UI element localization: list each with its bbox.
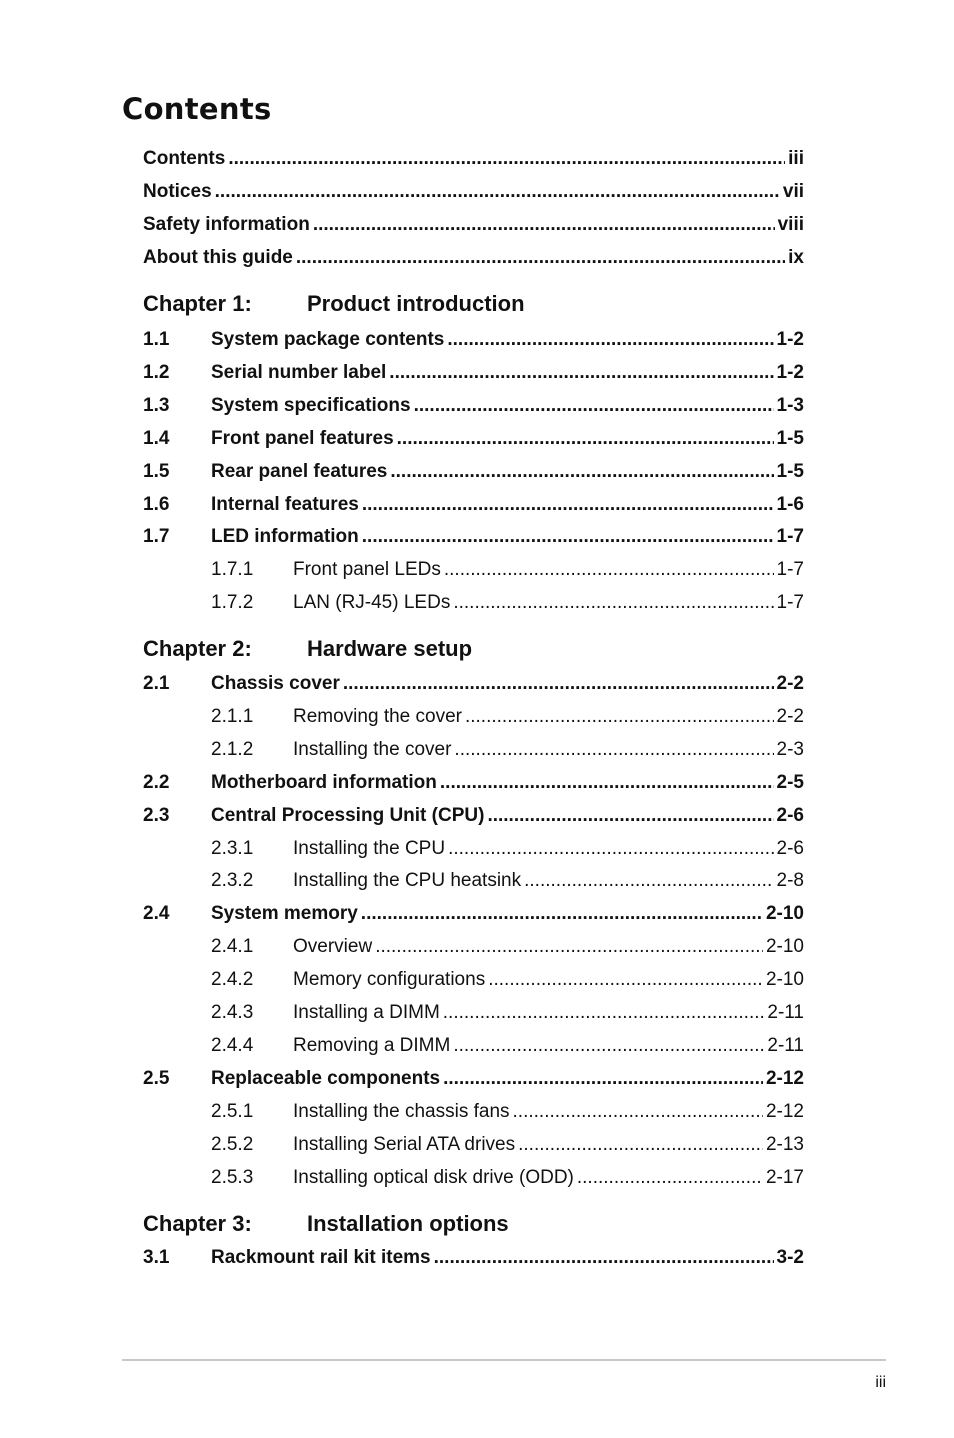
entry-title: Installing the chassis fans [293,1101,510,1122]
entry-title: Motherboard information [211,772,437,793]
entry-title: Internal features [211,494,359,515]
toc-entry[interactable] [143,246,804,270]
toc-entry[interactable] [143,902,804,926]
dot-leader [215,180,780,204]
toc-entry[interactable] [143,328,804,352]
entry-number: 1.7.2 [211,592,254,613]
entry-title: Installing optical disk drive (ODD) [293,1167,574,1188]
entry-title: System specifications [211,395,411,416]
entry-number: 2.4 [143,903,170,924]
dot-leader [313,213,775,237]
dot-leader [488,968,763,992]
dot-leader [389,361,773,385]
entry-page: 1-5 [776,428,804,449]
toc-entry[interactable] [143,1246,804,1270]
dot-leader [397,427,774,451]
entry-page: 2-10 [765,903,804,924]
entry-page: 2-10 [765,936,804,957]
toc-entry[interactable] [143,705,804,729]
toc-entry[interactable] [143,361,804,385]
entry-number: 2.3 [143,805,170,826]
toc-entry[interactable] [143,394,804,418]
toc-entry[interactable] [143,213,804,237]
chapter-heading[interactable] [143,289,804,319]
entry-page: 2-2 [776,706,804,727]
footer-divider [122,1359,886,1361]
entry-number: 1.2 [143,362,170,383]
entry-number: 2.5.3 [211,1167,254,1188]
dot-leader [443,1001,765,1025]
toc-entry[interactable] [143,180,804,204]
toc-entry[interactable] [143,672,804,696]
dot-leader [296,246,785,270]
entry-page: ix [788,247,804,268]
dot-leader [453,1034,764,1058]
entry-title: Notices [143,181,212,202]
dot-leader [577,1166,763,1190]
toc-entry[interactable] [143,1067,804,1091]
entry-page: iii [788,148,804,169]
entry-page: 1-7 [776,592,804,613]
entry-title: About this guide [143,247,293,268]
entry-page: 1-6 [776,494,804,515]
entry-title: Rackmount rail kit items [211,1247,431,1268]
chapter-heading[interactable] [143,634,804,664]
entry-page: 2-3 [776,739,804,760]
page-title: Contents [122,92,272,126]
entry-title: LAN (RJ-45) LEDs [293,592,451,613]
toc-entry[interactable] [143,591,804,615]
chapter-title: Hardware setup [307,636,473,661]
entry-number: 2.1.1 [211,706,254,727]
dot-leader [453,591,773,615]
entry-page: 1-3 [776,395,804,416]
entry-page: 3-2 [776,1247,804,1268]
entry-number: 2.4.4 [211,1035,254,1056]
toc-entry[interactable] [143,837,804,861]
entry-page: 1-2 [776,329,804,350]
toc-entry[interactable] [143,493,804,517]
toc-entry[interactable] [143,804,804,828]
dot-leader [518,1133,763,1157]
toc-entry[interactable] [143,147,804,171]
toc-entry[interactable] [143,968,804,992]
chapter-heading[interactable] [143,1209,804,1239]
entry-title: Contents [143,148,226,169]
entry-page: 2-13 [765,1134,804,1155]
toc-entry[interactable] [143,1034,804,1058]
toc-entry[interactable] [143,935,804,959]
entry-title: Replaceable components [211,1068,441,1089]
entry-title: Overview [293,936,373,957]
dot-leader [454,738,773,762]
entry-title: System package contents [211,329,445,350]
entry-page: 2-6 [776,805,804,826]
dot-leader [362,525,774,549]
entry-page: 2-2 [776,673,804,694]
dot-leader [487,804,773,828]
entry-page: 2-12 [765,1101,804,1122]
entry-title: Installing the cover [293,739,452,760]
entry-title: Front panel features [211,428,394,449]
toc-entry[interactable] [143,427,804,451]
dot-leader [375,935,763,959]
dot-leader [361,902,763,926]
entry-page: vii [782,181,804,202]
entry-page: 1-2 [776,362,804,383]
entry-title: System memory [211,903,358,924]
entry-number: 2.5 [143,1068,170,1089]
entry-page: 2-10 [765,969,804,990]
dot-leader [440,771,774,795]
dot-leader [524,869,773,893]
entry-number: 1.7 [143,526,170,547]
toc-entry[interactable] [143,460,804,484]
entry-title: Chassis cover [211,673,340,694]
dot-leader [343,672,774,696]
chapter-label: Chapter 1: [143,291,252,316]
toc-entry[interactable] [143,869,804,893]
entry-number: 2.1 [143,673,170,694]
chapter-title: Installation options [307,1211,509,1236]
entry-number: 2.3.1 [211,838,254,859]
toc-entry[interactable] [143,525,804,549]
entry-title: Safety information [143,214,310,235]
entry-title: Serial number label [211,362,387,383]
chapter-label: Chapter 2: [143,636,252,661]
entry-title: Removing a DIMM [293,1035,451,1056]
dot-leader [465,705,774,729]
dot-leader [390,460,773,484]
dot-leader [448,837,773,861]
entry-page: viii [777,214,804,235]
toc-entry[interactable] [143,771,804,795]
entry-title: Installing the CPU [293,838,446,859]
entry-page: 2-17 [765,1167,804,1188]
entry-number: 2.3.2 [211,870,254,891]
entry-title: Central Processing Unit (CPU) [211,805,485,826]
entry-title: Rear panel features [211,461,388,482]
chapter-title: Product introduction [307,291,525,316]
toc-entry[interactable] [143,1133,804,1157]
entry-number: 1.4 [143,428,170,449]
entry-page: 2-11 [767,1035,804,1056]
dot-leader [228,147,785,171]
dot-leader [443,1067,763,1091]
entry-page: 1-7 [776,559,804,580]
entry-title: Installing a DIMM [293,1002,440,1023]
dot-leader [362,493,774,517]
entry-title: Installing the CPU heatsink [293,870,522,891]
entry-number: 1.7.1 [211,559,254,580]
dot-leader [513,1100,763,1124]
entry-page: 2-11 [767,1002,804,1023]
entry-title: Removing the cover [293,706,462,727]
entry-number: 2.5.1 [211,1101,254,1122]
entry-title: Front panel LEDs [293,559,441,580]
entry-page: 1-7 [776,526,804,547]
entry-number: 2.1.2 [211,739,254,760]
entry-number: 1.5 [143,461,170,482]
entry-number: 3.1 [143,1247,170,1268]
entry-page: 2-8 [776,870,804,891]
entry-number: 2.5.2 [211,1134,254,1155]
entry-number: 1.3 [143,395,170,416]
entry-page: 1-5 [776,461,804,482]
entry-number: 1.6 [143,494,170,515]
entry-number: 2.4.2 [211,969,254,990]
entry-title: Memory configurations [293,969,486,990]
dot-leader [447,328,773,352]
dot-leader [434,1246,774,1270]
entry-number: 2.2 [143,772,170,793]
entry-title: Installing Serial ATA drives [293,1134,516,1155]
entry-page: 2-5 [776,772,804,793]
dot-leader [444,558,774,582]
toc-entry[interactable] [143,558,804,582]
toc-entry[interactable] [143,738,804,762]
entry-page: 2-6 [776,838,804,859]
toc-entry[interactable] [143,1100,804,1124]
chapter-label: Chapter 3: [143,1211,252,1236]
footer-page-number: iii [875,1374,886,1391]
dot-leader [414,394,774,418]
entry-title: LED information [211,526,359,547]
entry-number: 2.4.3 [211,1002,254,1023]
toc-entry[interactable] [143,1001,804,1025]
entry-number: 1.1 [143,329,170,350]
entry-page: 2-12 [765,1068,804,1089]
entry-number: 2.4.1 [211,936,254,957]
toc-entry[interactable] [143,1166,804,1190]
